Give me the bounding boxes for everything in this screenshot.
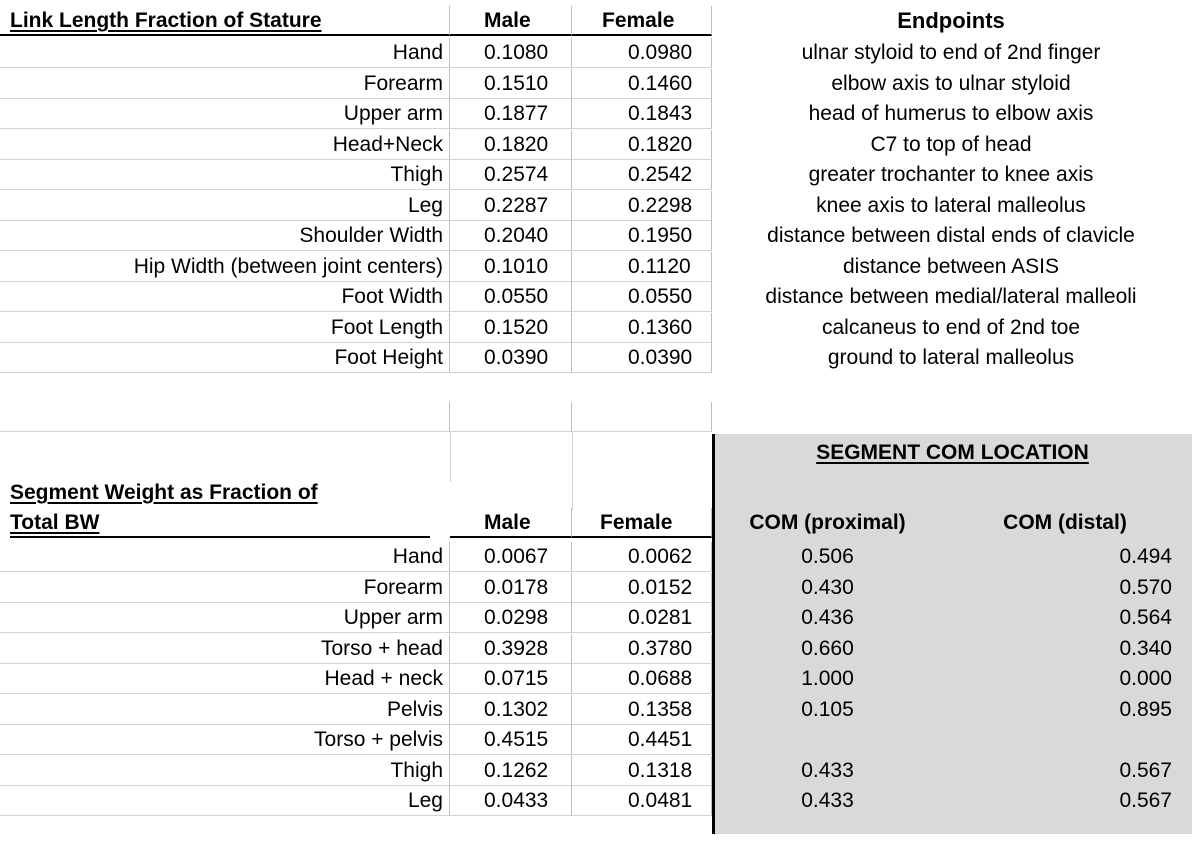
segment-label[interactable]: Pelvis	[0, 695, 450, 725]
segment-label[interactable]: Foot Width	[0, 282, 450, 312]
table-row	[0, 221, 1204, 251]
female-value[interactable]: 0.1843	[572, 99, 712, 129]
female-value[interactable]: 0.1318	[572, 756, 712, 786]
endpoints-header[interactable]: Endpoints	[897, 8, 1005, 33]
segment-label[interactable]: Upper arm	[0, 603, 450, 633]
table-row	[0, 130, 1204, 160]
male-value[interactable]: 0.1262	[450, 756, 572, 786]
segment-label[interactable]: Hand	[0, 542, 450, 572]
male-value[interactable]: 0.0433	[450, 786, 572, 816]
segment-label[interactable]: Foot Height	[0, 343, 450, 373]
male-header[interactable]: Male	[450, 508, 572, 538]
table-row	[0, 573, 1204, 603]
table-row	[0, 313, 1204, 343]
segment-label[interactable]: Forearm	[0, 69, 450, 99]
male-value[interactable]: 0.0178	[450, 573, 572, 603]
female-value[interactable]: 0.3780	[572, 634, 712, 664]
endpoints-value[interactable]: distance between ASIS	[843, 254, 1059, 278]
table-row	[0, 725, 1204, 755]
segment-label[interactable]: Head + neck	[0, 664, 450, 694]
segment-label[interactable]: Hip Width (between joint centers)	[0, 252, 450, 282]
segment-com-location-header[interactable]: SEGMENT COM LOCATION	[816, 441, 1089, 464]
male-value[interactable]: 0.0067	[450, 542, 572, 572]
female-value[interactable]: 0.1120	[572, 252, 712, 282]
endpoints-value[interactable]: C7 to top of head	[870, 132, 1032, 156]
com-distal-value[interactable]: 0.570	[1119, 575, 1172, 599]
segment-label[interactable]: Thigh	[0, 160, 450, 190]
segment-weight-header-row	[0, 508, 1204, 538]
male-value[interactable]: 0.1877	[450, 99, 572, 129]
com-distal-value[interactable]: 0.340	[1119, 636, 1172, 660]
endpoints-value[interactable]: greater trochanter to knee axis	[808, 163, 1094, 186]
female-value[interactable]: 0.0152	[572, 573, 712, 603]
endpoints-value[interactable]: ground to lateral malleolus	[827, 346, 1075, 369]
segment-label[interactable]: Forearm	[0, 573, 450, 603]
gridline	[572, 432, 573, 510]
com-proximal-header[interactable]: COM (proximal)	[749, 511, 906, 534]
female-value[interactable]: 0.2542	[572, 160, 712, 190]
com-proximal-value[interactable]: 1.000	[801, 667, 854, 690]
empty-cell[interactable]	[572, 402, 712, 432]
segment-label[interactable]: Head+Neck	[0, 130, 450, 160]
segment-label[interactable]: Leg	[0, 191, 450, 221]
table-row	[0, 634, 1204, 664]
male-value[interactable]: 0.1520	[450, 313, 572, 343]
female-value[interactable]: 0.0550	[572, 282, 712, 312]
table-row	[0, 69, 1204, 99]
table-row	[0, 603, 1204, 633]
empty-cell[interactable]	[450, 402, 572, 432]
table-row	[0, 160, 1204, 190]
male-value[interactable]: 0.0715	[450, 664, 572, 694]
com-distal-value[interactable]: 0.895	[1119, 697, 1172, 721]
endpoints-value[interactable]: calcaneus to end of 2nd toe	[821, 315, 1081, 339]
segment-label[interactable]: Upper arm	[0, 99, 450, 129]
com-proximal-value[interactable]	[715, 725, 940, 755]
table-row	[0, 252, 1204, 282]
segment-label[interactable]: Shoulder Width	[0, 221, 450, 251]
female-value[interactable]: 0.0390	[572, 343, 712, 373]
com-proximal-value[interactable]: 0.433	[801, 789, 854, 812]
com-proximal-value[interactable]: 0.105	[801, 697, 854, 721]
male-value[interactable]: 0.0298	[450, 603, 572, 633]
female-value[interactable]: 0.1360	[572, 313, 712, 343]
table-row	[0, 38, 1204, 68]
empty-row	[0, 402, 1204, 432]
com-proximal-value[interactable]: 0.436	[801, 606, 854, 629]
com-proximal-value[interactable]: 0.660	[801, 636, 854, 660]
com-proximal-value[interactable]: 0.506	[801, 545, 854, 568]
segment-label[interactable]: Thigh	[0, 756, 450, 786]
table-row	[0, 664, 1204, 694]
endpoints-value[interactable]: elbow axis to ulnar styloid	[831, 71, 1071, 95]
female-header[interactable]: Female	[572, 6, 712, 36]
table-row	[0, 542, 1204, 572]
female-value[interactable]: 0.0281	[572, 603, 712, 633]
female-value[interactable]: 0.1358	[572, 695, 712, 725]
com-distal-value[interactable]: 0.564	[1119, 606, 1172, 629]
female-value[interactable]: 0.0688	[572, 664, 712, 694]
link-length-header-row	[0, 6, 1204, 36]
male-value[interactable]: 0.4515	[450, 725, 572, 755]
com-distal-header[interactable]: COM (distal)	[1003, 511, 1127, 534]
female-value[interactable]: 0.0062	[572, 542, 712, 572]
endpoints-value[interactable]: knee axis to lateral malleolus	[816, 193, 1086, 217]
male-value[interactable]: 0.0390	[450, 343, 572, 373]
com-distal-value[interactable]	[940, 725, 1190, 755]
female-value[interactable]: 0.0481	[572, 786, 712, 816]
male-value[interactable]: 0.1010	[450, 252, 572, 282]
com-proximal-value[interactable]: 0.433	[801, 758, 854, 782]
com-distal-value[interactable]: 0.567	[1119, 758, 1172, 782]
com-distal-value[interactable]: 0.000	[1119, 667, 1172, 690]
com-distal-value[interactable]: 0.494	[1119, 545, 1172, 568]
link-length-title[interactable]: Link Length Fraction of Stature	[0, 6, 450, 36]
table-row	[0, 695, 1204, 725]
female-value[interactable]: 0.4451	[572, 725, 712, 755]
com-distal-value[interactable]: 0.567	[1119, 789, 1172, 812]
male-value[interactable]: 0.2040	[450, 221, 572, 251]
female-header[interactable]: Female	[572, 508, 712, 538]
table-row	[0, 191, 1204, 221]
com-proximal-value[interactable]: 0.430	[801, 575, 854, 599]
male-value[interactable]: 0.0550	[450, 282, 572, 312]
segment-label[interactable]: Torso + pelvis	[0, 725, 450, 755]
table-row	[0, 282, 1204, 312]
table-row	[0, 343, 1204, 373]
female-value[interactable]: 0.1950	[572, 221, 712, 251]
male-value[interactable]: 0.2574	[450, 160, 572, 190]
female-value[interactable]: 0.0980	[572, 38, 712, 68]
segment-weight-title[interactable]: Segment Weight as Fraction of Total BW	[10, 481, 318, 534]
segment-label[interactable]: Hand	[0, 38, 450, 68]
female-value[interactable]: 0.1460	[572, 69, 712, 99]
gridline	[450, 432, 451, 482]
segment-label[interactable]: Leg	[0, 786, 450, 816]
table-row	[0, 786, 1204, 816]
title-underline-cell	[10, 508, 430, 538]
male-header[interactable]: Male	[450, 6, 572, 36]
segment-label[interactable]: Foot Length	[0, 313, 450, 343]
male-value[interactable]: 0.1080	[450, 38, 572, 68]
endpoints-value[interactable]: ulnar styloid to end of 2nd finger	[801, 41, 1101, 64]
endpoints-value[interactable]: head of humerus to elbow axis	[808, 102, 1094, 125]
endpoints-value[interactable]: distance between medial/lateral malleoli	[765, 285, 1137, 308]
endpoints-value[interactable]: distance between distal ends of clavicle	[767, 224, 1135, 247]
female-value[interactable]: 0.2298	[572, 191, 712, 221]
male-value[interactable]: 0.1510	[450, 69, 572, 99]
male-value[interactable]: 0.1820	[450, 130, 572, 160]
segment-label[interactable]: Torso + head	[0, 634, 450, 664]
male-value[interactable]: 0.3928	[450, 634, 572, 664]
male-value[interactable]: 0.2287	[450, 191, 572, 221]
table-row	[0, 99, 1204, 129]
empty-cell[interactable]	[0, 402, 450, 432]
table-row	[0, 756, 1204, 786]
male-value[interactable]: 0.1302	[450, 695, 572, 725]
female-value[interactable]: 0.1820	[572, 130, 712, 160]
